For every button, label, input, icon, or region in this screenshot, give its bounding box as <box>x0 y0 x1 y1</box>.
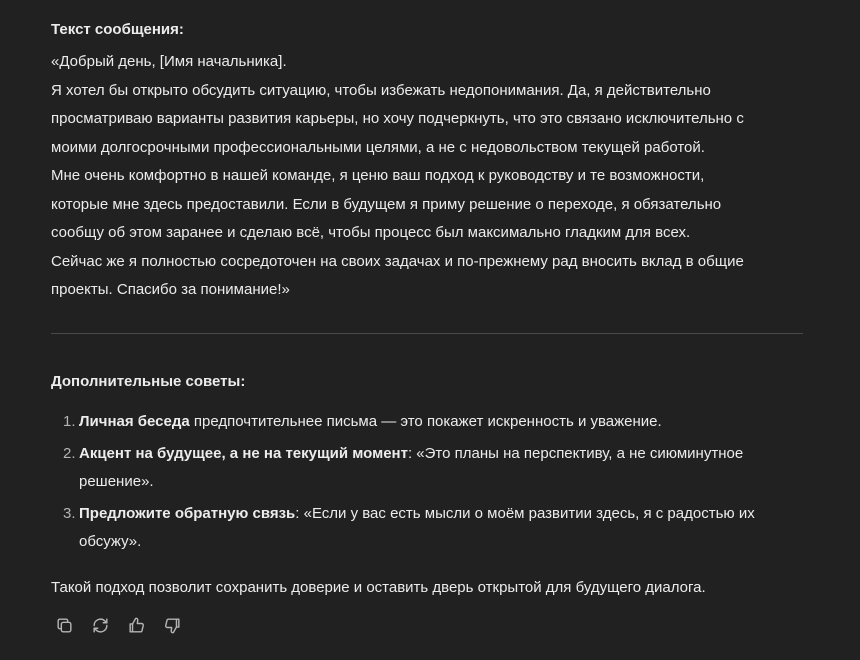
message-line: «Добрый день, [Имя начальника]. <box>51 53 287 70</box>
tip-text: предпочтительнее письма — это покажет искренность и уважение. <box>189 413 662 430</box>
message-line: сообщу об этом заранее и сделаю всё, чтобы процесс был максимально гладким для всех. <box>51 224 691 241</box>
message-line: Мне очень комфортно в нашей команде, я ценю ваш подход к руководству и те возможности, <box>51 167 705 184</box>
thumbs-up-button[interactable] <box>123 612 149 638</box>
tip-number: 2. <box>63 444 76 462</box>
message-line: Сейчас же я полностью сосредоточен на своих задачах и по-прежнему рад вносить вклад в общие <box>51 252 744 270</box>
tip-number: 1. <box>63 413 76 430</box>
tips-list <box>51 408 811 557</box>
tip-number: 3. <box>63 504 76 522</box>
tip-item <box>51 408 811 437</box>
message-line: которые мне здесь предоставили. Если в будущем я приму решение о переходе, я обязательно <box>51 195 722 213</box>
message-line: проекты. Спасибо за понимание!» <box>51 281 290 298</box>
message-line: Я хотел бы открыто обсудить ситуацию, чтобы избежать недопонимания. Да, я действительно <box>51 81 711 99</box>
regenerate-button[interactable] <box>87 612 113 638</box>
tip-item <box>51 500 811 557</box>
message-actions <box>51 612 185 638</box>
tips-heading: Дополнительные советы: <box>51 373 246 390</box>
tip-text: : «Если у вас есть мысли о моём развитии здесь, я с радостью их обсужу». <box>79 504 755 550</box>
section-divider <box>51 333 803 334</box>
tip-title: Предложите обратную связь <box>79 504 296 522</box>
thumbs-up-icon <box>127 616 146 635</box>
regenerate-icon <box>91 616 110 635</box>
message-heading: Текст сообщения: <box>51 21 184 38</box>
tip-title: Акцент на будущее, а не на текущий момент <box>79 444 408 462</box>
message-line: просматриваю варианты развития карьеры, но хочу подчеркнуть, что это связано исключительно с <box>51 110 744 127</box>
closing-text: Такой подход позволит сохранить доверие и оставить дверь открытой для будущего диалога. <box>51 579 706 596</box>
thumbs-down-button[interactable] <box>159 612 185 638</box>
tip-title: Личная беседа <box>79 413 190 430</box>
tips-block <box>51 366 811 560</box>
message-block <box>51 12 811 305</box>
thumbs-down-icon <box>163 616 182 635</box>
message-line: моими долгосрочными профессиональными целями, а не с недовольством текущей работой. <box>51 138 705 156</box>
tip-text: : «Это планы на перспективу, а не сиюминутное решение». <box>79 444 744 490</box>
tip-item <box>51 440 811 497</box>
copy-icon <box>55 616 74 635</box>
copy-button[interactable] <box>51 612 77 638</box>
